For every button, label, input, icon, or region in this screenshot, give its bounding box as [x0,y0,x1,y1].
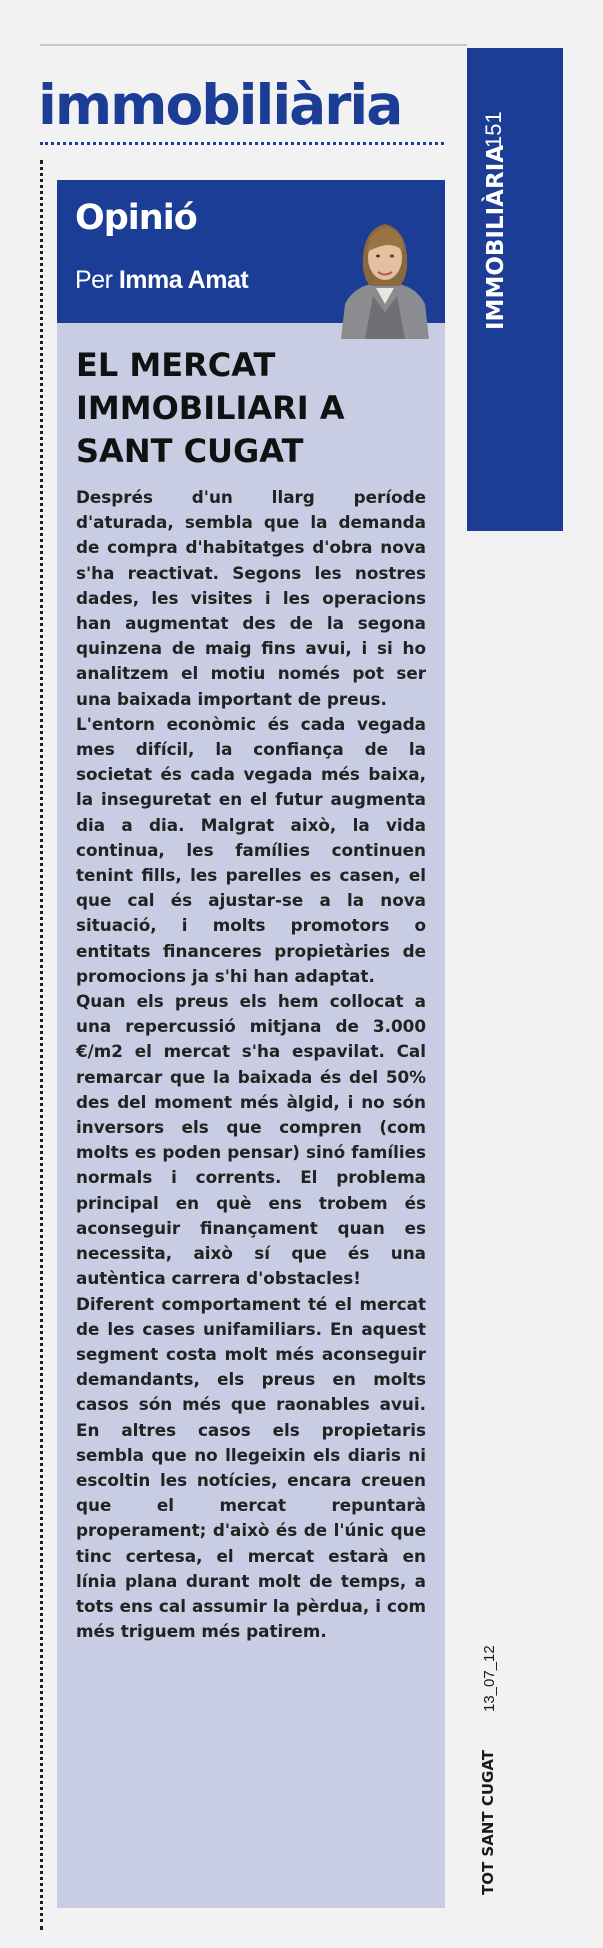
body-paragraph: Després d'un llarg període d'aturada, sembla que la demanda de compra d'habitatges d'obra nova s'ha reactivat. Segons les nostres dades, les visites i les operacions han augmentat des de la segona quinzena de maig fins avui, i si ho analitzem el motiu només pot ser una baixada important de preus. [76,487,426,709]
opinion-article [57,180,445,1908]
left-dotted-rule [40,160,43,1930]
body-paragraph: L'entorn econòmic és cada vegada mes difícil, la confiança de la societat és cada vegada més baixa, la inseguretat en el futur augmenta dia a dia. Malgrat això, la vida continua, les famílies continuen tenint fills, les parelles es casen, el que cal és ajustar-se a la nova situació, i molts promotors o entitats financeres propietàries de promocions ja s'hi han adaptat. [76,713,426,986]
article-headline [76,344,436,473]
author-photo [327,200,443,339]
top-rule [40,44,467,46]
body-paragraph: Diferent comportament té el mercat de les cases unifamiliars. En aquest segment costa molt més aconseguir demandants, els preus en molts casos són més que raonables avui. En altres casos els propietaris sembla que no llegeixin els diaris ni escoltin les notícies, encara creuen que el mercat repuntarà properament; d'això és de l'únic que tinc certesa, el mercat estarà en línia plana durant molt de temps, a tots ens cal assumir la pèrdua, i com més triguem més patirem. [76,1293,426,1642]
headline-line: EL MERCAT [76,346,276,384]
issue-date: 13_07_12 [481,1645,498,1712]
title-dotted-rule [40,142,444,145]
byline [75,266,248,295]
opinion-label: Opinió [75,198,197,238]
page-number: 151 [481,111,506,148]
paper-name: TOT SANT CUGAT [479,1749,497,1895]
section-title: immobiliària [38,73,402,137]
headline-line: SANT CUGAT [76,432,304,470]
author-name: Imma Amat [118,266,249,294]
section-side-label: IMMOBILIÀRIA [483,144,509,330]
article-body [76,485,426,1644]
byline-prefix: Per [75,266,113,294]
body-paragraph: Quan els preus els hem collocat a una repercussió mitjana de 3.000 €/m2 el mercat s'ha espavilat. Cal remarcar que la baixada és del 50% des del moment més àlgid, i no són inversors els que compren (com molts es poden pensar) sinó famílies normals i corrents. El problema principal en què ens trobem és aconseguir finançament quan es necessita, això sí que és una autèntica carrera d'obstacles! [76,991,426,1289]
headline-line: IMMOBILIARI A [76,389,345,427]
